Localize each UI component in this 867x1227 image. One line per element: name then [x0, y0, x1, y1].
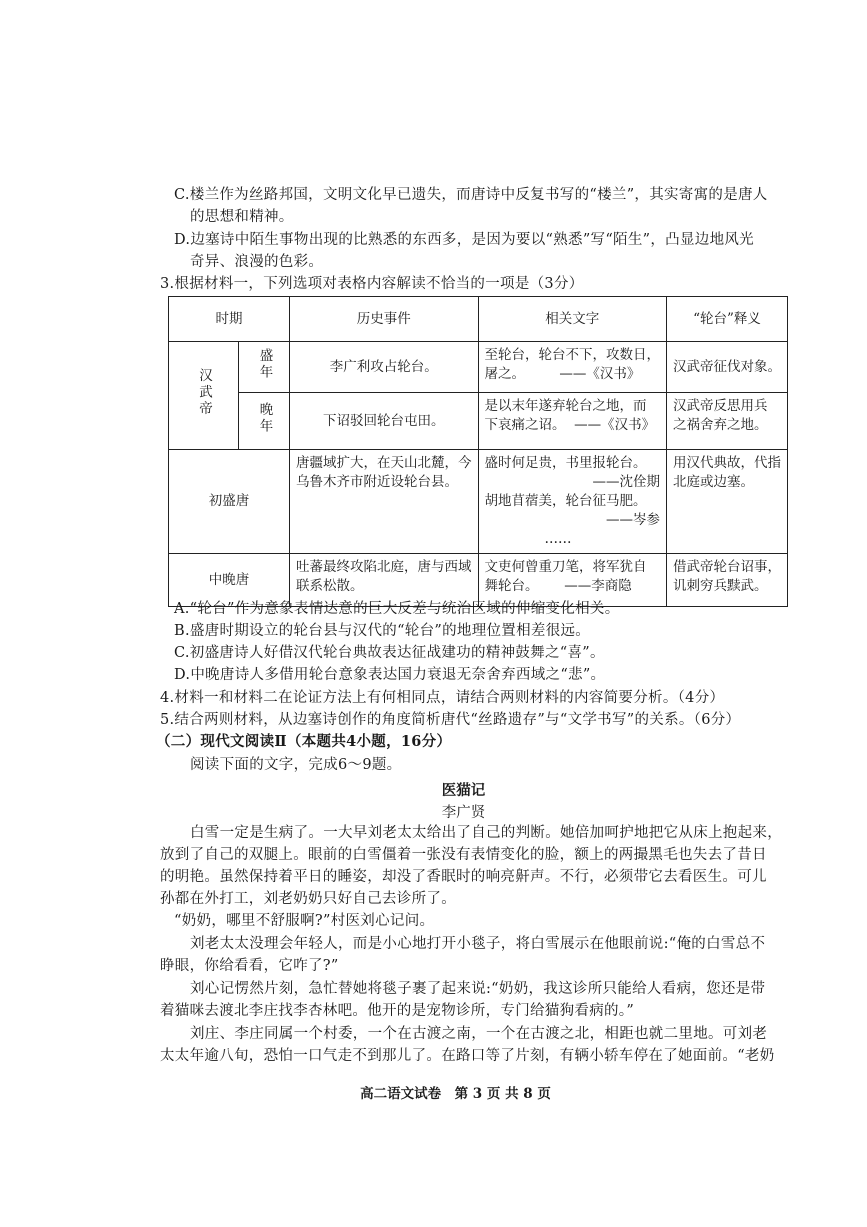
story-line: 刘心记愣然片刻，急忙替她将毯子裹了起来说:“奶奶，我这诊所只能给人看病，您还是带	[190, 981, 766, 997]
period-hanwudi-label: 汉武帝	[196, 367, 212, 418]
row1-text-line2: 屠之。 ——《汉书》	[484, 366, 641, 382]
row3-text-line1: 盛时何足贵，书里报轮台。	[484, 455, 647, 471]
row4-meaning-line1: 借武帝轮台诏事，	[673, 559, 781, 575]
row2-text	[478, 393, 667, 450]
row1-meaning: 汉武帝征伐对象。	[667, 342, 788, 393]
story-line: 放到了自己的双腿上。眼前的白雪僵着一张没有表情变化的脸，额上的两撮黑毛也失去了昔日	[160, 847, 767, 863]
row3-event-line2: 乌鲁木齐市附近设轮台县。	[296, 474, 458, 490]
story-author: 李广贤	[441, 805, 486, 821]
period-zhongwantang: 中晚唐	[169, 554, 290, 607]
period-chushengtang: 初盛唐	[169, 450, 290, 554]
row4-text	[478, 554, 667, 607]
question-4: 4.材料一和材料二在论证方法上有何相同点，请结合两则材料的内容简要分析。（4分）	[160, 690, 725, 706]
header-event: 历史事件	[290, 297, 479, 342]
story-line: 孙都在外打工，刘老奶奶只好自己去诊所了。	[160, 891, 456, 907]
story-title: 医猫记	[441, 782, 486, 799]
row4-text-line2: 舞轮台。 ——李商隐	[484, 578, 632, 594]
q3-option-a: A.“轮台”作为意象表情达意的巨大反差与统治区域的伸缩变化相关。	[174, 601, 620, 617]
period-shengnian-label: 盛年	[256, 347, 273, 381]
row3-meaning	[667, 450, 788, 554]
row2-text-line1: 是以末年遂弃轮台之地，而	[484, 398, 647, 414]
row4-text-line1: 文吏何曾重刀笔，将军犹自	[484, 559, 647, 575]
period-wannian-label: 晚年	[256, 401, 273, 435]
row3-text-line4: ——岑参	[606, 512, 660, 528]
section-heading: （二）现代文阅读Ⅱ（本题共4小题，16分）	[156, 733, 452, 750]
story-line: 的明艳。虽然保持着平日的睡姿，却没了香眠时的响亮鼾声。不行，必须带它去看医生。可儿	[160, 869, 767, 885]
q3-option-b: B.盛唐时期设立的轮台县与汉代的“轮台”的地理位置相差很远。	[174, 623, 591, 639]
row4-meaning	[667, 554, 788, 607]
story-line: 白雪一定是生病了。一大早刘老太太给出了自己的判断。她倍加呵护地把它从床上抱起来，	[190, 825, 782, 841]
row3-meaning-line2: 北庭或边塞。	[673, 474, 754, 490]
row4-event	[290, 554, 479, 607]
story-line: “奶奶，哪里不舒服啊?”村医刘心记问。	[174, 913, 435, 929]
row1-text-line1: 至轮台，轮台不下，攻数日，	[484, 347, 660, 363]
header-text: 相关文字	[478, 297, 667, 342]
row3-event	[290, 450, 479, 554]
question-3-stem: 3.根据材料一，下列选项对表格内容解读不恰当的一项是（3分）	[160, 276, 584, 292]
row1-text	[478, 342, 667, 393]
row4-event-line2: 联系松散。	[296, 578, 364, 594]
option-d-line2: 奇异、浪漫的色彩。	[190, 254, 324, 270]
row3-meaning-line1: 用汉代典故，代指	[673, 455, 781, 471]
question-5: 5.结合两则材料，从边塞诗创作的角度简析唐代“丝路遗存”与“文学书写”的关系。（6分）	[160, 712, 741, 728]
story-line: 刘庄、李庄同属一个村委，一个在古渡之南，一个在古渡之北，相距也就二里地。可刘老	[190, 1026, 768, 1042]
story-line: 着猫咪去渡北李庄找李杏林吧。他开的是宠物诊所，专门给猫狗看病的。”	[160, 1003, 635, 1019]
period-shengnian	[239, 342, 290, 393]
row4-event-line1: 吐蕃最终攻陷北庭，唐与西域	[296, 559, 472, 575]
story-line: 睁眼，你给看看，它咋了?”	[160, 958, 339, 974]
row1-event: 李广利攻占轮台。	[290, 342, 479, 393]
q3-option-c: C.初盛唐诗人好借汉代轮台典故表达征战建功的精神鼓舞之“喜”。	[174, 645, 605, 661]
row2-meaning	[667, 393, 788, 450]
option-c-line2: 的思想和精神。	[190, 209, 294, 225]
row2-text-line2: 下哀痛之诏。 ——《汉书》	[484, 417, 656, 433]
header-meaning: “轮台”释义	[667, 297, 788, 342]
row3-text-line2: ——沈佺期	[592, 474, 660, 490]
section-instruction: 阅读下面的文字，完成6～9题。	[190, 757, 402, 773]
option-c-line1: C.楼兰作为丝路邦国，文明文化早已遗失，而唐诗中反复书写的“楼兰”，其实寄寓的是唐人	[174, 187, 768, 203]
story-line: 太太年逾八旬，恐怕一口气走不到那儿了。在路口等了片刻，有辆小轿车停在了她面前。“老奶	[160, 1048, 775, 1064]
row4-meaning-line2: 讥刺穷兵黩武。	[673, 578, 768, 594]
row3-text-line3: 胡地苜蓿美，轮台征马肥。	[484, 493, 647, 509]
q3-table	[168, 296, 788, 607]
period-wannian	[239, 393, 290, 450]
row2-meaning-line1: 汉武帝反思用兵	[673, 398, 768, 414]
row2-meaning-line2: 之祸舍弃之地。	[673, 417, 768, 433]
story-line: 刘老太太没理会年轻人，而是小心地打开小毯子，将白雪展示在他眼前说:“俺的白雪总不	[190, 936, 766, 952]
q3-option-d: D.中晚唐诗人多借用轮台意象表达国力衰退无奈舍弃西域之“悲”。	[174, 667, 606, 683]
option-d-line1: D.边塞诗中陌生事物出现的比熟悉的东西多，是因为要以“熟悉”写“陌生”，凸显边地风光	[174, 232, 754, 248]
page-footer: 高二语文试卷 第 3 页 共 8 页	[360, 1086, 551, 1102]
row3-event-line1: 唐疆域扩大，在天山北麓，今	[296, 455, 472, 471]
header-period: 时期	[169, 297, 290, 342]
row3-text	[478, 450, 667, 554]
period-hanwudi	[169, 342, 239, 450]
row2-event: 下诏驳回轮台屯田。	[290, 393, 479, 450]
row3-text-line5: ……	[544, 531, 572, 547]
